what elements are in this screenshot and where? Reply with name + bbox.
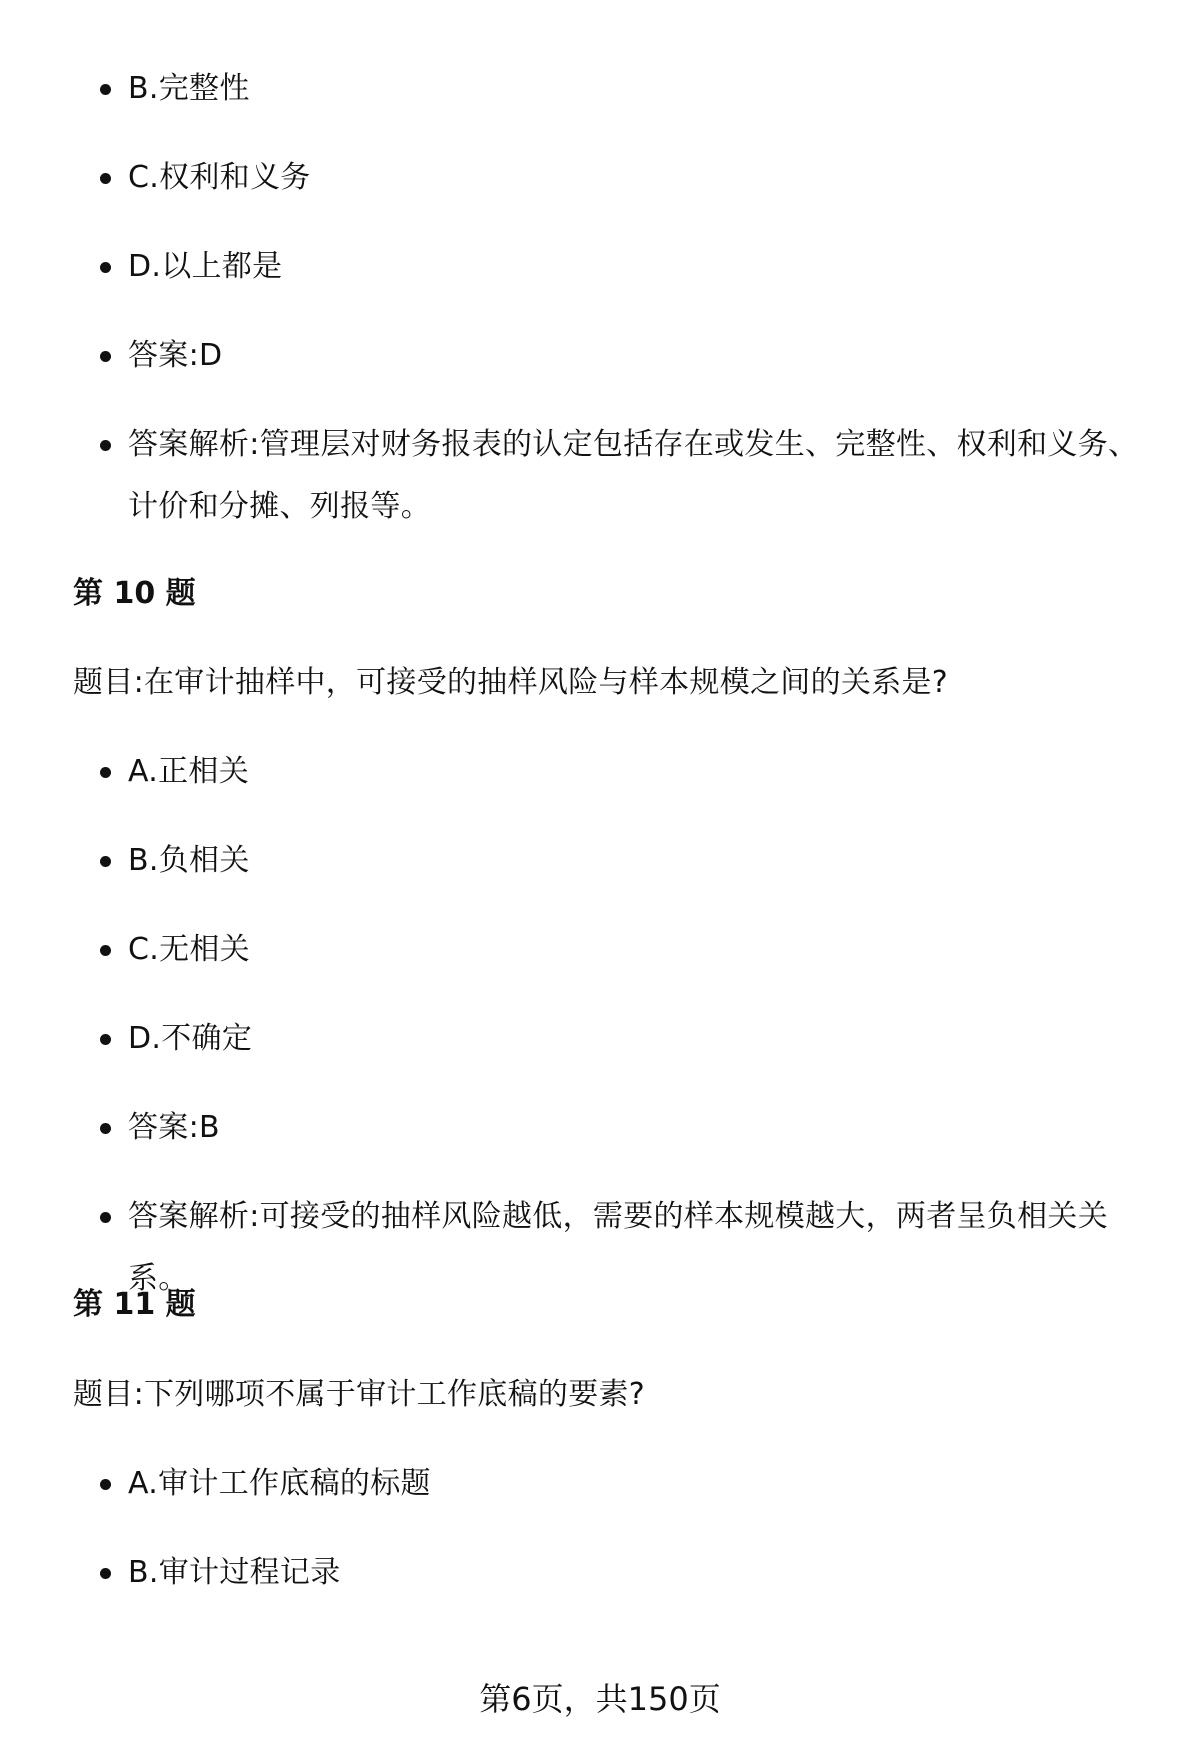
q10-option-d: D.不确定 xyxy=(128,1008,1158,1070)
q10-option-c: C.无相关 xyxy=(128,919,1158,981)
q9-answer: 答案:D xyxy=(128,325,1158,387)
q10-stem: 题目:在审计抽样中，可接受的抽样风险与样本规模之间的关系是? xyxy=(73,665,949,700)
q11-option-b: B.审计过程记录 xyxy=(128,1542,1158,1604)
q11-stem: 题目:下列哪项不属于审计工作底稿的要素? xyxy=(73,1377,646,1412)
q11-option-a: A.审计工作底稿的标题 xyxy=(128,1453,1158,1515)
q11-heading: 第 11 题 xyxy=(73,1287,196,1322)
q10-heading: 第 10 题 xyxy=(73,576,196,611)
q9-option-c: C.权利和义务 xyxy=(128,147,1158,209)
q9-option-b: B.完整性 xyxy=(128,58,1158,120)
q10-answer: 答案:B xyxy=(128,1097,1158,1159)
q10-option-a: A.正相关 xyxy=(128,741,1158,803)
q9-option-d: D.以上都是 xyxy=(128,236,1158,298)
q10-explanation: 答案解析:可接受的抽样风险越低，需要的样本规模越大，两者呈负相关关系。 xyxy=(128,1186,1158,1310)
q9-explanation: 答案解析:管理层对财务报表的认定包括存在或发生、完整性、权利和义务、计价和分摊、列报等。 xyxy=(128,414,1158,538)
q10-option-b: B.负相关 xyxy=(128,830,1158,892)
page-number: 第6页，共150页 xyxy=(479,1680,721,1718)
